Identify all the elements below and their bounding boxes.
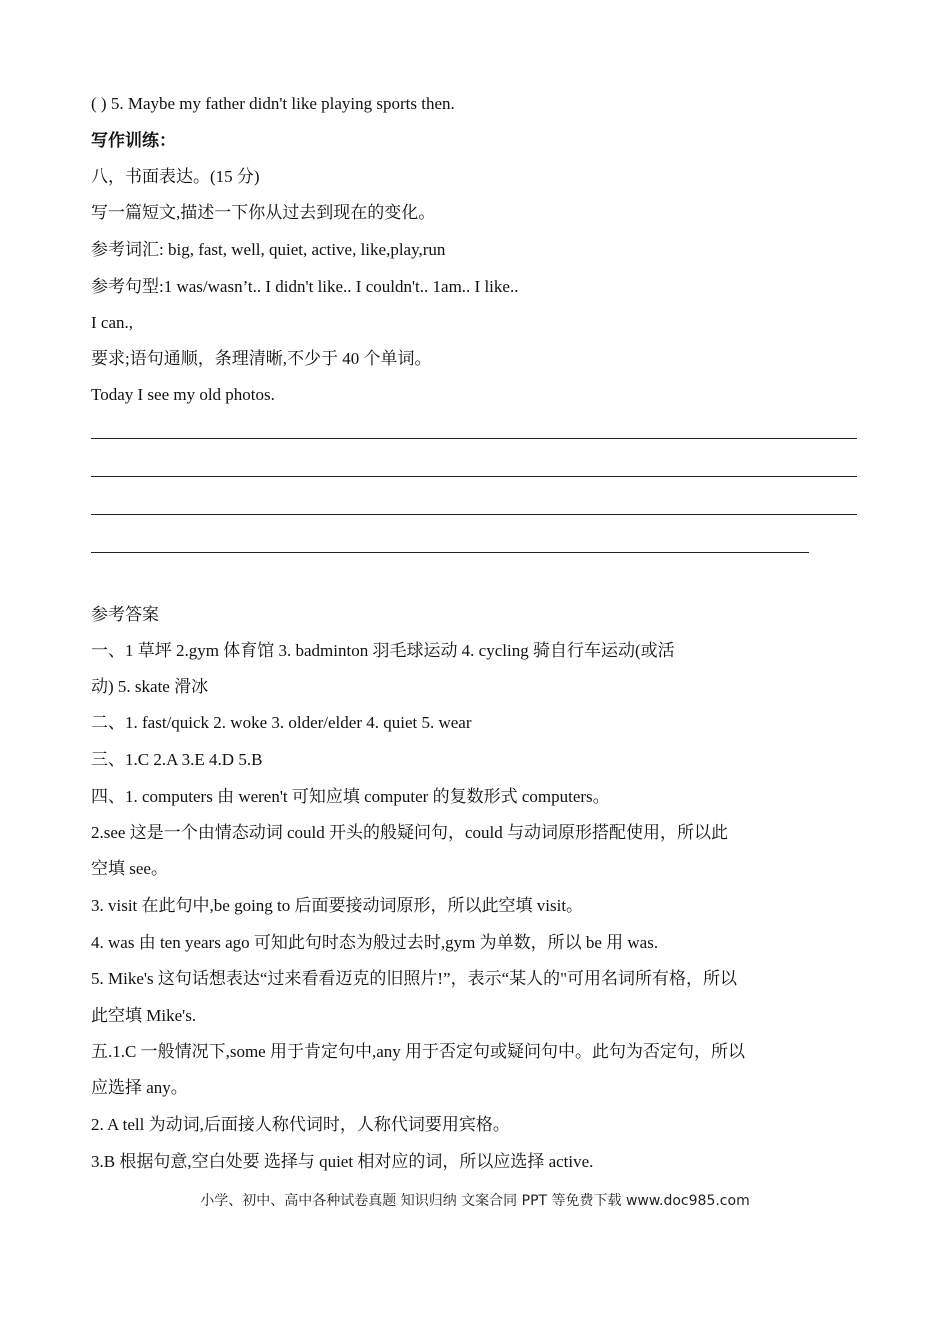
answer-line: 一、1 草坪 2.gym 体育馆 3. badminton 羽毛球运动 4. cycling 骑自行车运动(或活 bbox=[91, 641, 675, 660]
page-footer: 小学、初中、高中各种试卷真题 知识归纳 文案合同 PPT 等免费下载 www.doc985.com bbox=[200, 1193, 750, 1209]
answer-line: 3. visit 在此句中,be going to 后面要接动词原形，所以此空填 visit。 bbox=[91, 896, 584, 915]
writing-vocab: 参考词汇: big, fast, well, quiet, active, like,play,run bbox=[91, 240, 446, 259]
answer-line: 三、1.C 2.A 3.E 4.D 5.B bbox=[91, 750, 263, 769]
answer-line: 应选择 any。 bbox=[91, 1078, 188, 1097]
answer-blank-line bbox=[91, 476, 857, 477]
writing-patterns: 参考句型:1 was/wasn’t.. I didn't like.. I couldn't.. 1am.. I like.. bbox=[91, 277, 519, 296]
answers-heading: 参考答案 bbox=[91, 605, 159, 624]
answer-line: 空填 see。 bbox=[91, 859, 168, 878]
answer-line: 2. A tell 为动词,后面接人称代词时，人称代词要用宾格。 bbox=[91, 1115, 510, 1134]
writing-heading: 写作训练： bbox=[91, 131, 176, 150]
answer-blank-line bbox=[91, 514, 857, 515]
answer-line: 动) 5. skate 滑冰 bbox=[91, 677, 209, 696]
writing-patterns-2: I can., bbox=[91, 313, 134, 332]
question-5: ( ) 5. Maybe my father didn't like playing sports then. bbox=[91, 94, 455, 113]
answer-blank-line bbox=[91, 552, 809, 553]
answer-line: 此空填 Mike's. bbox=[91, 1006, 197, 1025]
answer-line: 4. was 由 ten years ago 可知此句时态为般过去时,gym 为单数，所以 be 用 was. bbox=[91, 933, 659, 952]
answer-line: 3.B 根据句意,空白处要 选择与 quiet 相对应的词，所以应选择 active. bbox=[91, 1152, 594, 1171]
answer-blank-line bbox=[91, 438, 857, 439]
writing-title: 八，书面表达。(15 分) bbox=[91, 167, 260, 186]
answer-line: 四、1. computers 由 weren't 可知应填 computer 的复数形式 computers。 bbox=[91, 787, 610, 806]
answer-line: 2.see 这是一个由情态动词 could 开头的般疑问句，could 与动词原形搭配使用，所以此 bbox=[91, 823, 728, 842]
answer-line: 5. Mike's 这句话想表达“过来看看迈克的旧照片!”，表示“某人的"可用名词所有格，所以 bbox=[91, 969, 738, 988]
answer-line: 五.1.C 一般情况下,some 用于肯定句中,any 用于否定句或疑问句中。此句为否定句，所以 bbox=[91, 1042, 746, 1061]
writing-opening: Today I see my old photos. bbox=[91, 385, 275, 404]
writing-instruction: 写一篇短文,描述一下你从过去到现在的变化。 bbox=[91, 203, 436, 222]
writing-requirement: 要求;语句通顺，条理清晰,不少于 40 个单词。 bbox=[91, 349, 432, 368]
answer-line: 二、1. fast/quick 2. woke 3. older/elder 4. quiet 5. wear bbox=[91, 713, 472, 732]
